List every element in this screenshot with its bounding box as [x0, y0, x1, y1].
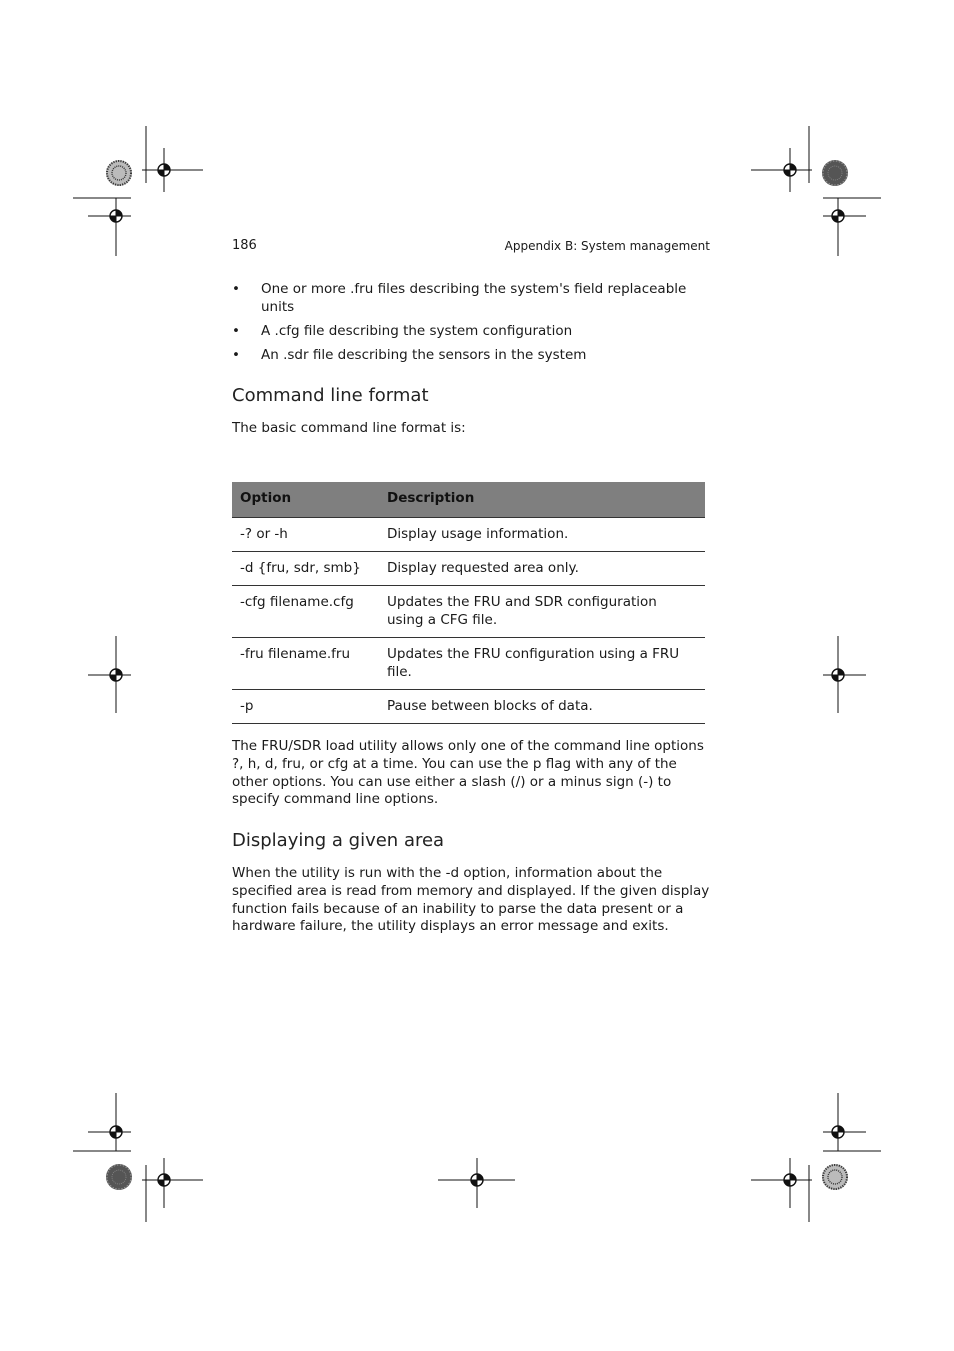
table-header-row [232, 482, 705, 518]
option-cell: -fru filename.fru [232, 638, 379, 690]
intro-paragraph: The basic command line format is: [232, 420, 466, 436]
bullet-icon: • [232, 347, 240, 363]
description-cell: Updates the FRU and SDR configuration using a CFG file. [379, 586, 705, 638]
requirements-list [232, 280, 712, 370]
table-row [232, 552, 705, 586]
page-number: 186 [232, 238, 257, 253]
section-heading-displaying-area: Displaying a given area [232, 830, 445, 851]
options-paragraph: The FRU/SDR load utility allows only one of the command line options ?, h, d, fru, or cfg at a time. You can use the p flag with any of the other options. You can use either a slash (/) or a minus sign (-) to specify command line options. [232, 738, 704, 808]
list-item: • A .cfg file describing the system configuration [232, 323, 573, 339]
option-cell: -cfg filename.cfg [232, 586, 379, 638]
section-heading-command-line-format: Command line format [232, 385, 429, 406]
option-cell: -? or -h [232, 518, 379, 552]
table-row [232, 586, 705, 638]
description-cell: Display usage information. [379, 518, 705, 552]
column-header-option: Option [232, 482, 379, 518]
table-row [232, 638, 705, 690]
list-item: • An .sdr file describing the sensors in the system [232, 347, 587, 363]
bullet-icon: • [232, 281, 240, 297]
display-area-paragraph: When the utility is run with the -d option, information about the specified area is read from memory and displayed. If the given display function fails because of an inability to parse the data present or a hardware failure, the utility displays an error message and exits. [232, 865, 710, 935]
description-cell: Display requested area only. [379, 552, 705, 586]
description-cell: Updates the FRU configuration using a FRU file. [379, 638, 705, 690]
list-item: • One or more .fru files describing the system's field replaceable units [232, 281, 687, 315]
table-row [232, 690, 705, 724]
running-header: Appendix B: System management [504, 239, 710, 253]
description-cell: Pause between blocks of data. [379, 690, 705, 724]
option-cell: -p [232, 690, 379, 724]
column-header-description: Description [379, 482, 705, 518]
bullet-icon: • [232, 323, 240, 339]
option-cell: -d {fru, sdr, smb} [232, 552, 379, 586]
options-table [232, 482, 705, 724]
table-row [232, 518, 705, 552]
